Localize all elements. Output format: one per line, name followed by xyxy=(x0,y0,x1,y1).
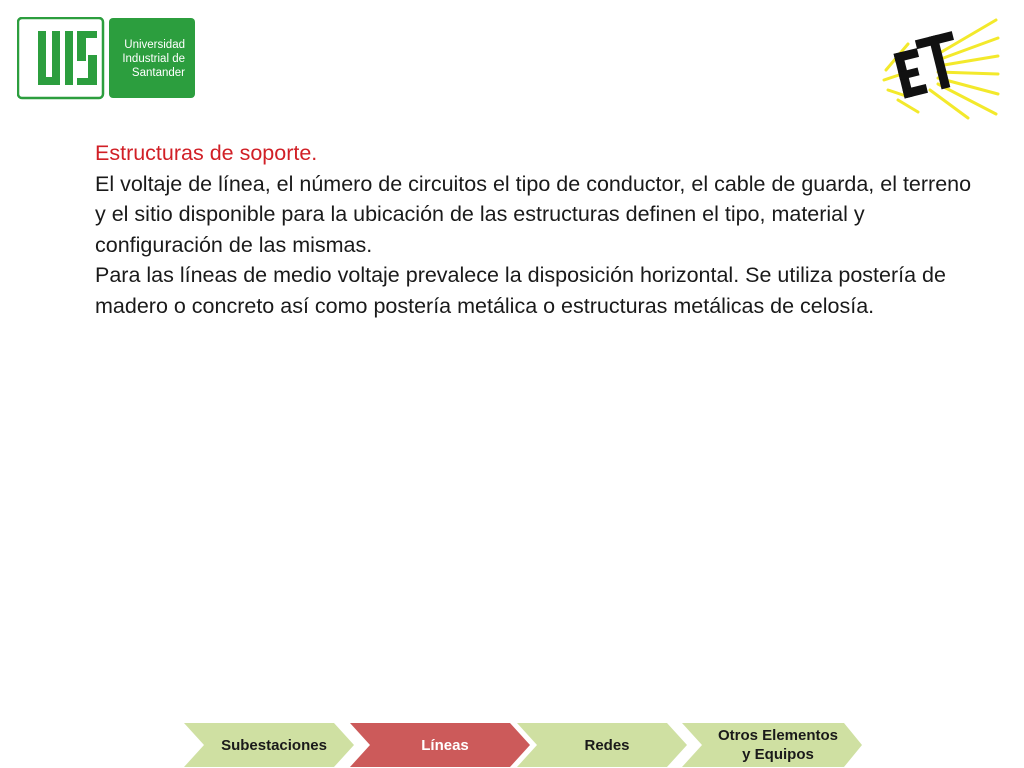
et-logo xyxy=(878,14,1002,122)
uis-name-line-2: Industrial de xyxy=(122,53,185,65)
uis-name-line-3: Santander xyxy=(131,67,185,79)
slide-content xyxy=(95,138,975,321)
nav-item-otros-line-1: Otros Elementos xyxy=(717,727,839,744)
nav-item-subestaciones[interactable]: Subestaciones xyxy=(221,736,327,754)
nav-item-otros[interactable] xyxy=(702,723,854,767)
slide-title: Estructuras de soporte. xyxy=(95,141,318,165)
bottom-navigation xyxy=(184,723,864,767)
nav-item-otros-line-2: y Equipos xyxy=(742,746,814,763)
uis-name-line-1: Universidad xyxy=(124,39,185,51)
nav-item-redes[interactable]: Redes xyxy=(584,736,630,754)
uis-logo xyxy=(17,17,197,101)
paragraph-1: El voltaje de línea, el número de circuitos el tipo de conductor, el cable de guarda, el terreno y el sitio disponible para la ubicación de las estructuras definen el tipo, material y configuración de las mismas. xyxy=(95,171,972,257)
paragraph-2: Para las líneas de medio voltaje prevalece la disposición horizontal. Se utiliza postería de madero o concreto así como postería metálica o estructuras metálicas de celosía. xyxy=(95,263,946,318)
nav-item-lineas[interactable]: Líneas xyxy=(421,736,469,754)
